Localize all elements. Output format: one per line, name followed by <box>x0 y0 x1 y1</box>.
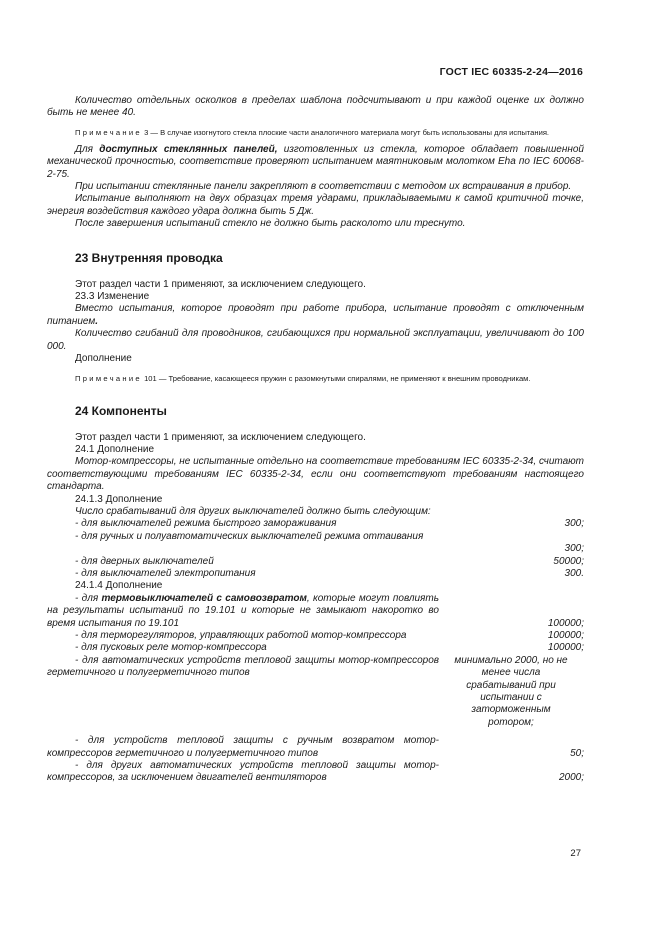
switch-row-value: 300; <box>564 518 584 530</box>
section-24-heading: 24 Компоненты <box>75 403 167 418</box>
switch-row-value: 50000; <box>553 555 584 567</box>
sec24-paragraph-6: 24.1.4 Дополнение <box>75 580 163 592</box>
intro-p2-pre: Для <box>75 143 100 155</box>
auto-protector-row <box>47 655 584 729</box>
manual-protector-row <box>47 735 584 760</box>
relay-row <box>47 642 584 654</box>
sec24-paragraph-1: Этот раздел части 1 применяют, за исключением следующего. <box>75 431 366 443</box>
switch-row-label: - для дверных выключателей <box>75 555 214 567</box>
switch-row <box>47 568 584 580</box>
thermo-row <box>47 593 584 630</box>
section-23-heading: 23 Внутренняя проводка <box>75 250 223 265</box>
page-number: 27 <box>570 848 581 859</box>
intro-paragraph-4: Испытание выполняют на двух образцах тремя ударами, прикладываемыми к самой критичной точке, энергия воздействия каждого удара должна быть 5 Дж. <box>47 193 584 217</box>
switch-row <box>47 531 584 556</box>
thermo-row-value: 100000; <box>547 617 584 629</box>
thermostat-row-value: 100000; <box>547 629 584 641</box>
intro-p2-post: изготовленных из стекла, которое обладает повышенной механической прочностью, соответствие проверяют испытанием маятниковым молотком Eha по IEC 60068-2-75. <box>47 143 584 180</box>
thermo-pre: - для <box>75 592 102 604</box>
sec24-paragraph-5-row <box>47 506 584 518</box>
sec24-paragraph-5: Число срабатываний для других выключателей должно быть следующим: <box>75 505 431 517</box>
auto-protector-row-label: - для автоматических устройств тепловой защиты мотор-компрессоров герметичного и полугерметичного типов <box>47 654 439 679</box>
running-header: ГОСТ IEC 60335-2-24—2016 <box>439 66 583 78</box>
switch-row-label: - для выключателей электропитания <box>75 567 256 579</box>
other-protector-row-label: - для других автоматических устройств тепловой защиты мотор-компрессоров, за исключением двигателей вентиляторов <box>47 760 439 784</box>
sec23-paragraph-3 <box>47 303 584 328</box>
intro-paragraph-3: При испытании стеклянные панели закрепляют в соответствии с методом их встраивания в прибор. <box>75 181 572 193</box>
switch-row-label: - для выключателей режима быстрого замораживания <box>75 518 337 530</box>
sec23-paragraph-4: Количество сгибаний для проводников, сгибающихся при нормальной эксплуатации, увеличивают до 100 000. <box>47 328 584 352</box>
sec24-paragraph-4: 24.1.3 Дополнение <box>75 493 163 505</box>
relay-row-value: 100000; <box>547 642 584 654</box>
sec23-paragraph-1: Этот раздел части 1 применяют, за исключением следующего. <box>75 278 366 290</box>
thermo-row-label <box>47 593 439 630</box>
switch-row <box>47 518 584 530</box>
switch-row-label: - для ручных и полуавтоматических выключателей режима оттаивания <box>75 530 424 542</box>
relay-row-label: - для пусковых реле мотор-компрессора <box>75 642 267 654</box>
note-101-label: Примечание <box>75 373 142 383</box>
note-3-text: 3 — В случае изогнутого стекла плоские части аналогичного материала могут быть использованы для испытания. <box>144 127 550 137</box>
intro-p2-bold: доступных стеклянных панелей, <box>99 143 278 155</box>
intro-paragraph-5: После завершения испытаний стекло не должно быть расколото или треснуто. <box>75 218 466 230</box>
manual-protector-row-value: 50; <box>570 747 584 759</box>
auto-protector-row-value: минимально 2000, но не менее числа срабатываний при испытании с заторможенным ротором; <box>454 654 568 728</box>
other-protector-row-value: 2000; <box>558 772 584 784</box>
sec23-paragraph-5: Дополнение <box>75 353 132 365</box>
other-protector-row <box>47 760 584 785</box>
sec23-p3-bold: . <box>95 315 98 327</box>
note-3-label: Примечание <box>75 127 142 137</box>
intro-paragraph-2 <box>47 144 584 181</box>
sec23-paragraph-2: 23.3 Изменение <box>75 291 150 303</box>
thermo-bold: термовыключателей с самовозвратом <box>101 592 307 604</box>
thermostat-row <box>47 630 584 642</box>
note-101-text: 101 — Требование, касающееся пружин с разомкнутыми спиралями, не применяют к внешним проводникам. <box>144 373 531 383</box>
sec24-paragraph-3: Мотор-компрессоры, не испытанные отдельно на соответствие требованиям IEC 60335-2-34, считают соответствующими требованиям IEC 60335-2-34, если они соответствуют требованиям настоящего стандарта. <box>47 456 585 493</box>
note-101 <box>47 373 584 384</box>
sec23-p3-pre: Вместо испытания, которое проводят при работе прибора, испытание проводят с отключенным питанием <box>47 303 584 327</box>
page-body <box>47 95 584 785</box>
sec24-paragraph-2: 24.1 Дополнение <box>75 443 155 455</box>
intro-paragraph-1: Количество отдельных осколков в пределах шаблона подсчитывают и при каждой оценке их должно быть не менее 40. <box>47 95 584 119</box>
note-3 <box>47 127 584 138</box>
manual-protector-row-label: - для устройств тепловой защиты с ручным возвратом мотор-компрессоров герметичного и полугерметичного типов <box>47 735 439 759</box>
switch-row-value: 300; <box>564 543 584 555</box>
switch-row-value: 300. <box>564 567 584 579</box>
thermostat-row-label: - для терморегуляторов, управляющих работой мотор-компрессора <box>75 629 407 641</box>
switch-row <box>47 556 584 568</box>
thermo-post: , которые могут повлиять на результаты испытаний по 19.101 и которые не замыкают накоротко во время испытания по 19.101 <box>47 592 439 629</box>
